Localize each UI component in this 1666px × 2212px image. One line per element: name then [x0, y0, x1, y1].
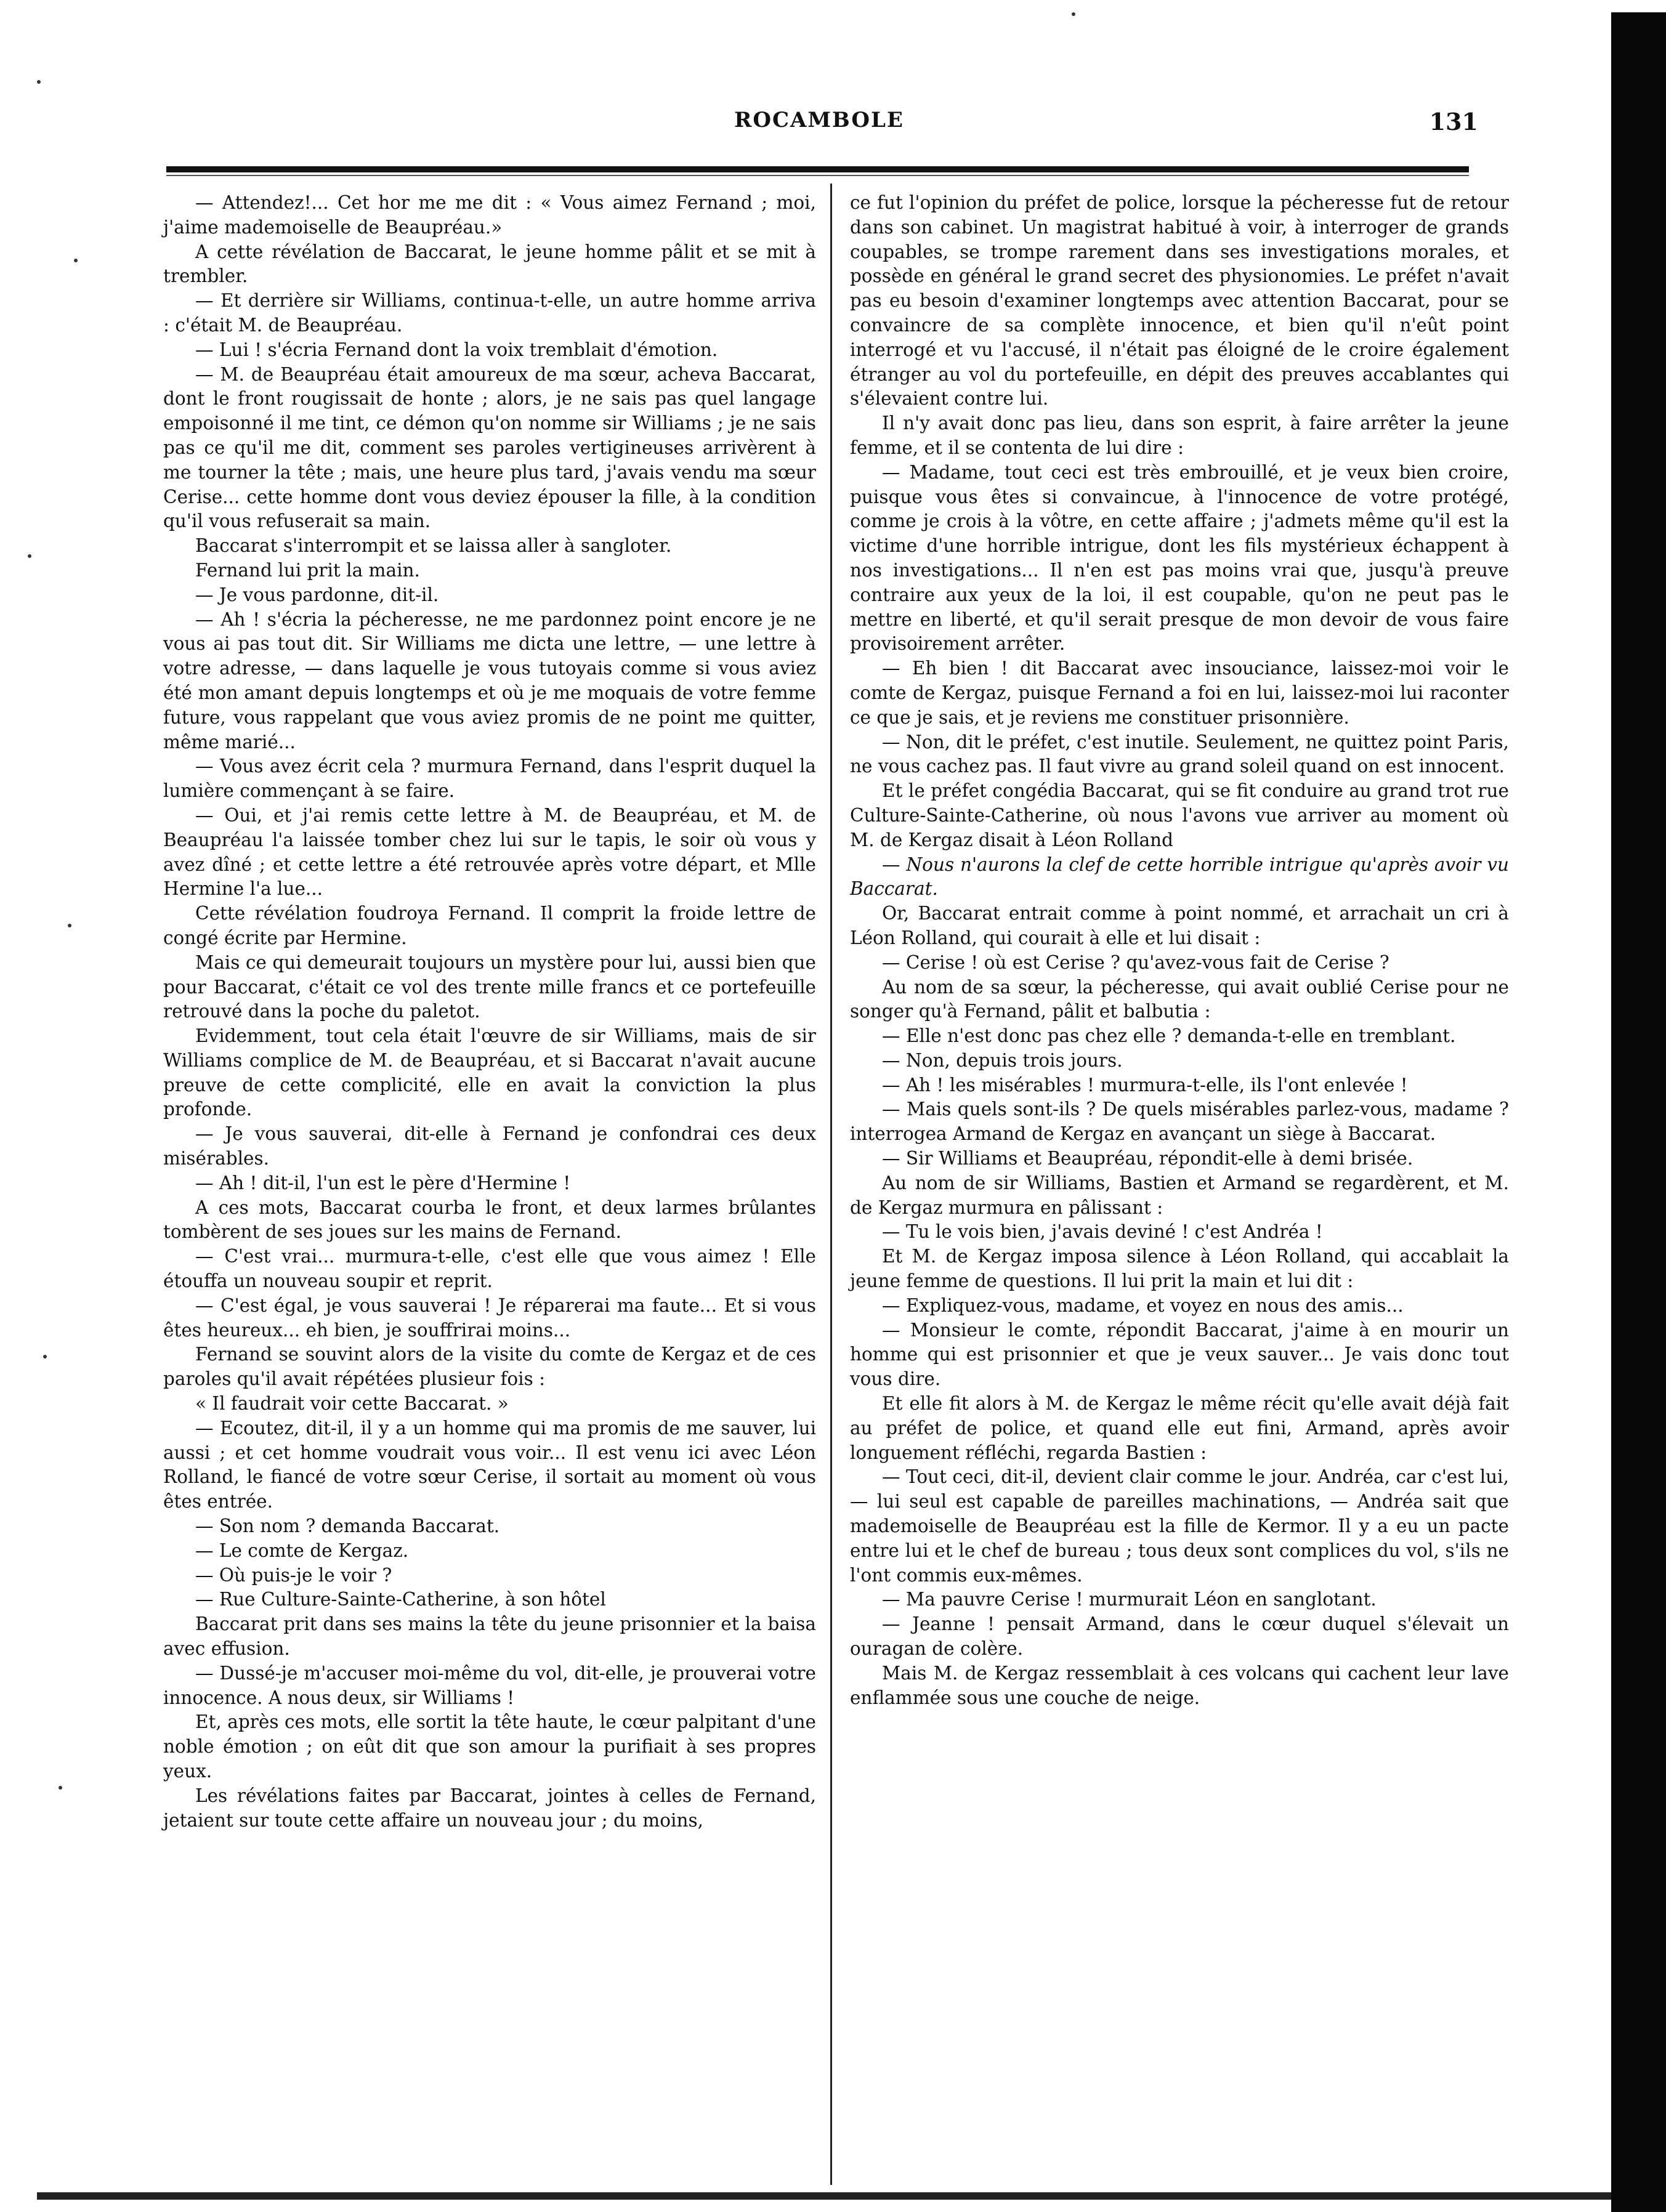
paragraph: — Son nom ? demanda Baccarat.: [195, 1516, 500, 1537]
paragraph: ce fut l'opinion du préfet de police, lorsque la pécheresse fut de retour dans son cabinet. Un magistrat habitué à voir, à interroger de grands coupables, se trompe rarement dans ses investigations morales, et possède en général le grand secret des physionomies. Le préfet n'avait pas eu besoin d'examiner longtemps avec attention Baccarat, pour se convaincre de sa complète innocence, et bien qu'il n'eût point interrogé et vu l'accusé, il n'était pas éloigné de le croire également étranger au vol du portefeuille, en dépit des preuves accablantes qui s'élevaient contre lui.: [850, 192, 1509, 410]
paragraph: — Cerise ! où est Cerise ? qu'avez-vous fait de Cerise ?: [882, 951, 1389, 973]
paragraph: « Il faudrait voir cette Baccarat. »: [195, 1393, 509, 1415]
paragraph: — C'est égal, je vous sauverai ! Je réparerai ma faute... Et si vous êtes heureux... eh bien, je souffrirai moins...: [163, 1294, 816, 1341]
paragraph: Les révélations faites par Baccarat, jointes à celles de Fernand, jetaient sur toute cette affaire un nouveau jour ; du moins,: [163, 1785, 816, 1831]
paragraph: — Non, depuis trois jours.: [882, 1049, 1123, 1071]
paragraph: Fernand se souvint alors de la visite du comte de Kergaz et de ces paroles qu'il avait répétées plusieur fois :: [163, 1344, 816, 1390]
header-rule-thin: [166, 175, 1469, 176]
paragraph: Cette révélation foudroya Fernand. Il comprit la froide lettre de congé écrite par Hermine.: [163, 903, 816, 948]
paragraph: Et le préfet congédia Baccarat, qui se fit conduire au grand trot rue Culture-Sainte-Catherine, où nous l'avons vue arriver au moment où M. de Kergaz disait à Léon Rolland: [850, 780, 1509, 850]
page-number: 131: [1429, 108, 1478, 135]
paragraph: — Eh bien ! dit Baccarat avec insouciance, laissez-moi voir le comte de Kergaz, puisque Fernand a foi en lui, laissez-moi lui raconter ce que je sais, et je reviens me constituer prisonnière.: [850, 658, 1509, 728]
paragraph: — Oui, et j'ai remis cette lettre à M. de Beaupréau, et M. de Beaupréau l'a laissée tomber chez lui sur le tapis, le soir où vous y avez dîné ; et cette lettre a été retrouvée après votre départ, et Mlle Hermine l'a lue...: [163, 804, 816, 900]
scan-speck: [74, 259, 78, 262]
paragraph: Mais M. de Kergaz ressemblait à ces volcans qui cachent leur lave enflammée sous une couche de neige.: [850, 1662, 1509, 1708]
paragraph: — Ecoutez, dit-il, il y a un homme qui ma promis de me sauver, lui aussi ; et cet homme voudrait vous voir... Il est venu ici avec Léon Rolland, le fiancé de votre sœur Cerise, il sortait au moment où vous êtes entrée.: [163, 1417, 816, 1512]
paragraph: — Tu le vois bien, j'avais deviné ! c'est Andréa !: [882, 1221, 1323, 1243]
paragraph: — Lui ! s'écria Fernand dont la voix tremblait d'émotion.: [195, 339, 718, 360]
paragraph: — Tout ceci, dit-il, devient clair comme le jour. Andréa, car c'est lui, — lui seul est capable de pareilles machinations, — Andréa sait que mademoiselle de Beaupréau est la fille de Kermor. Il y a eu un pacte entre lui et le chef de bureau ; tous deux sont complices du vol, s'ils ne l'ont commis eux-mêmes.: [850, 1466, 1509, 1586]
paragraph: — Madame, tout ceci est très embrouillé, et je veux bien croire, puisque vous êtes si convaincue, à l'innocence de votre protégé, comme je crois à la vôtre, en cette affaire ; j'admets même qu'il est la victime d'une horrible intrigue, dont les fils mystérieux échappent à nos investigations... Il n'en est pas moins vrai que, jusqu'à preuve contraire aux yeux de la loi, il est coupable, qu'on ne peut pas le mettre en liberté, et qu'il serait presque de mon devoir de vous faire provisoirement arrêter.: [850, 461, 1509, 655]
scan-speck: [37, 80, 41, 84]
left-column: [163, 191, 816, 1833]
paragraph: — Je vous sauverai, dit-elle à Fernand je confondrai ces deux misérables.: [163, 1123, 816, 1169]
paragraph: — Nous n'aurons la clef de cette horrible intrigue qu'après avoir vu Baccarat.: [850, 854, 1509, 900]
paragraph: Et elle fit alors à M. de Kergaz le même récit qu'elle avait déjà fait au préfet de police, et quand elle eut fini, Armand, après avoir longuement réfléchi, regarda Bastien :: [850, 1393, 1509, 1463]
paragraph: — C'est vrai... murmura-t-elle, c'est elle que vous aimez ! Elle étouffa un nouveau soupir et reprit.: [163, 1246, 816, 1292]
paragraph: Baccarat prit dans ses mains la tête du jeune prisonnier et la baisa avec effusion.: [163, 1613, 816, 1660]
paragraph: Au nom de sir Williams, Bastien et Armand se regardèrent, et M. de Kergaz murmura en pâlissant :: [850, 1172, 1509, 1218]
scan-edge-bar: [1611, 12, 1666, 2212]
paragraph: Evidemment, tout cela était l'œuvre de sir Williams, mais de sir Williams complice de M. de Beaupréau, et si Baccarat n'avait aucune preuve de cette complicité, elle en avait la conviction la plus profonde.: [163, 1025, 816, 1120]
paragraph: Et M. de Kergaz imposa silence à Léon Rolland, qui accablait la jeune femme de questions. Il lui prit la main et lui dit :: [850, 1246, 1509, 1292]
paragraph: Et, après ces mots, elle sortit la tête haute, le cœur palpitant d'une noble émotion ; on eût dit que son amour la purifiait à ses propres yeux.: [163, 1711, 816, 1782]
header-rule: [166, 166, 1469, 172]
paragraph: Baccarat s'interrompit et se laissa aller à sangloter.: [195, 535, 672, 557]
column-divider: [830, 184, 832, 2185]
paragraph: — Où puis-je le voir ?: [195, 1564, 392, 1586]
right-column: [850, 191, 1509, 1710]
paragraph: — Mais quels sont-ils ? De quels misérables parlez-vous, madame ? interrogea Armand de Kergaz en avançant un siège à Baccarat.: [850, 1099, 1509, 1145]
paragraph: — Monsieur le comte, répondit Baccarat, j'aime à en mourir un homme qui est prisonnier et que je veux sauver... Je vais donc tout vous dire.: [850, 1319, 1509, 1390]
paragraph: — Ah ! les misérables ! murmura-t-elle, ils l'ont enlevée !: [882, 1074, 1408, 1096]
paragraph: Fernand lui prit la main.: [195, 559, 420, 581]
page-header: [160, 108, 1478, 145]
scan-speck: [59, 1786, 62, 1790]
paragraph: — Ma pauvre Cerise ! murmurait Léon en sanglotant.: [882, 1589, 1377, 1610]
paragraph: — Je vous pardonne, dit-il.: [195, 584, 439, 605]
paragraph: — Et derrière sir Williams, continua-t-elle, un autre homme arriva : c'était M. de Beaupréau.: [163, 290, 816, 336]
paragraph: — Le comte de Kergaz.: [195, 1540, 409, 1561]
scan-speck: [28, 554, 31, 558]
scan-bottom-bar: [37, 2192, 1611, 2200]
paragraph: Il n'y avait donc pas lieu, dans son esprit, à faire arrêter la jeune femme, et il se contenta de lui dire :: [850, 413, 1509, 458]
scan-speck: [68, 924, 71, 927]
paragraph: A cette révélation de Baccarat, le jeune homme pâlit et se mit à trembler.: [163, 241, 816, 287]
paragraph: — Ah ! s'écria la pécheresse, ne me pardonnez point encore je ne vous ai pas tout dit. Sir Williams me dicta une lettre, — une lettre à votre adresse, — dans laquelle je vous tutoyais comme si vous aviez été mon amant depuis longtemps et où je me moquais de votre femme future, vous rappelant que vous aviez promis de ne point me quitter, même marié...: [163, 608, 816, 753]
paragraph: — Dussé-je m'accuser moi-même du vol, dit-elle, je prouverai votre innocence. A nous deux, sir Williams !: [163, 1662, 816, 1708]
paragraph: — Sir Williams et Beaupréau, répondit-elle à demi brisée.: [882, 1148, 1413, 1169]
paragraph: Or, Baccarat entrait comme à point nommé, et arrachait un cri à Léon Rolland, qui courait à elle et lui disait :: [850, 903, 1509, 948]
paragraph: — Non, dit le préfet, c'est inutile. Seulement, ne quittez point Paris, ne vous cachez pas. Il faut vivre au grand soleil quand on est innocent.: [850, 731, 1509, 777]
paragraph: Au nom de sa sœur, la pécheresse, qui avait oublié Cerise pour ne songer qu'à Fernand, pâlit et balbutia :: [850, 976, 1509, 1022]
running-title: ROCAMBOLE: [734, 108, 904, 132]
paragraph: — Ah ! dit-il, l'un est le père d'Hermine !: [195, 1172, 571, 1193]
paragraph: — Vous avez écrit cela ? murmura Fernand, dans l'esprit duquel la lumière commençant à se faire.: [163, 756, 816, 802]
paragraph: — Rue Culture-Sainte-Catherine, à son hôtel: [195, 1589, 606, 1610]
paragraph: — M. de Beaupréau était amoureux de ma sœur, acheva Baccarat, dont le front rougissait de honte ; alors, je ne sais pas quel langage empoisonné il me tint, ce démon qu'on nomme sir Williams ; je ne sais pas ce qu'il me dit, comment ses paroles vertigineuses arrivèrent à me tourner la tête ; mais, une heure plus tard, j'avais vendu ma sœur Cerise... cette homme dont vous deviez épouser la fille, à la condition qu'il vous refuserait sa main.: [163, 363, 816, 532]
paragraph: — Expliquez-vous, madame, et voyez en nous des amis...: [882, 1294, 1404, 1316]
scan-speck: [1072, 12, 1075, 16]
paragraph: — Jeanne ! pensait Armand, dans le cœur duquel s'élevait un ouragan de colère.: [850, 1613, 1509, 1660]
paragraph: — Elle n'est donc pas chez elle ? demanda-t-elle en tremblant.: [882, 1025, 1456, 1047]
paragraph: — Attendez!... Cet hor me me dit : « Vous aimez Fernand ; moi, j'aime mademoiselle de Beaupréau.»: [163, 192, 816, 238]
paragraph: Mais ce qui demeurait toujours un mystère pour lui, aussi bien que pour Baccarat, c'était ce vol des trente mille francs et ce portefeuille retrouvé dans la poche du paletot.: [163, 951, 816, 1022]
scan-speck: [43, 1355, 47, 1358]
paragraph: A ces mots, Baccarat courba le front, et deux larmes brûlantes tombèrent de ses joues sur les mains de Fernand.: [163, 1197, 816, 1243]
